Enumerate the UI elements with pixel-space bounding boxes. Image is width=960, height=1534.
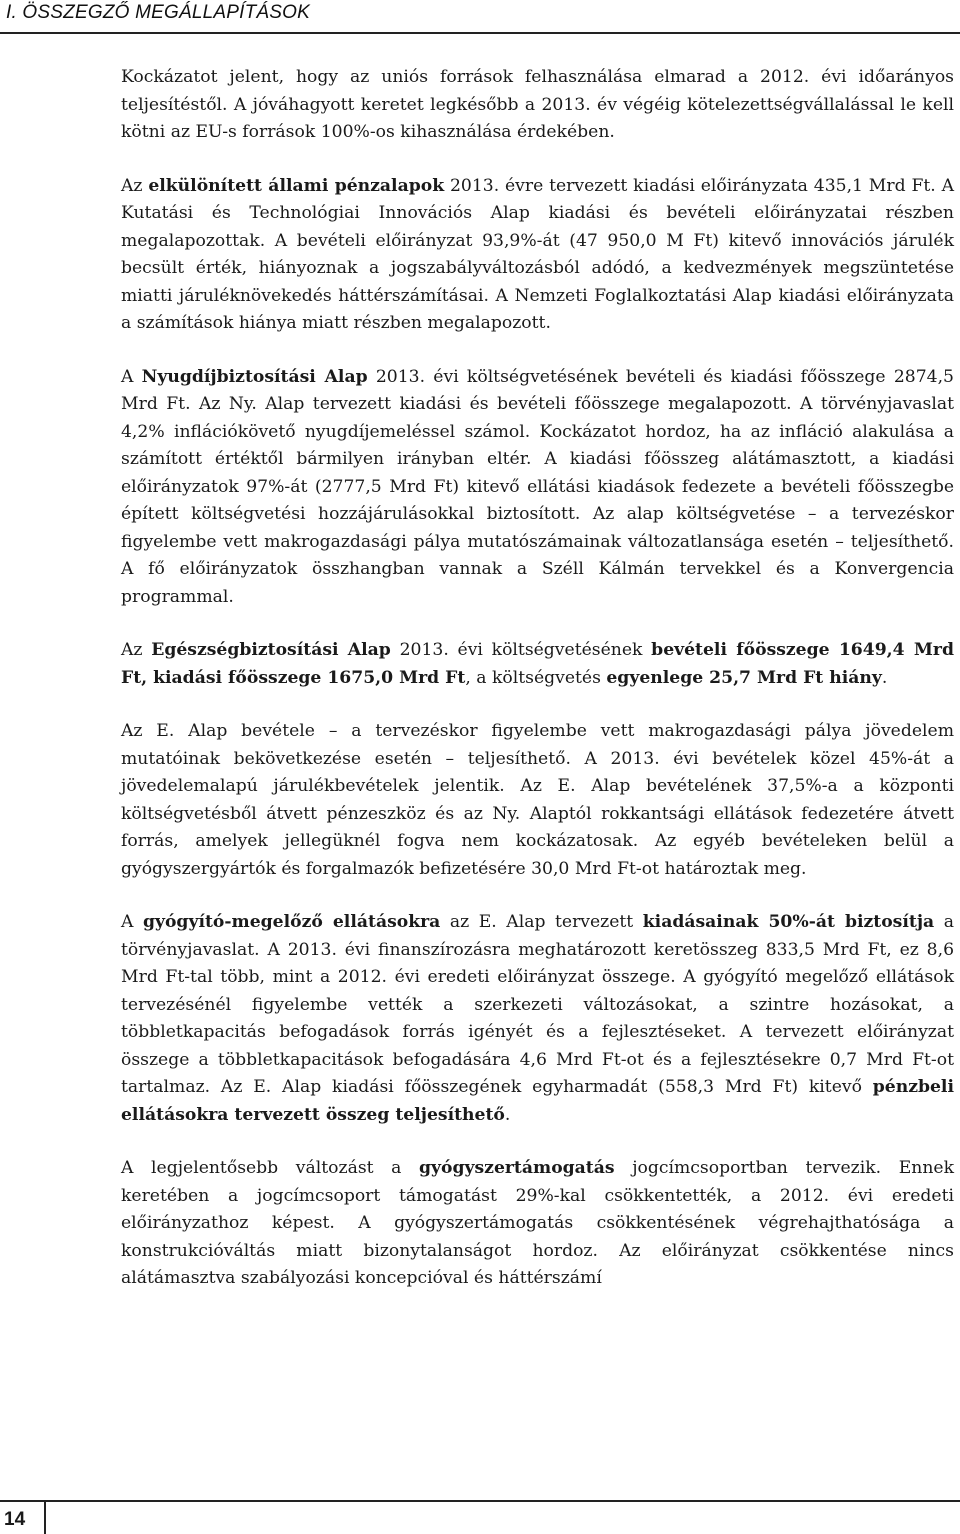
page-number: 14 bbox=[4, 1509, 26, 1530]
emphasis-text: elkülönített állami pénzalapok bbox=[148, 175, 445, 196]
body-text: az E. Alap tervezett bbox=[440, 912, 643, 932]
emphasis-text: bevételi főösszege 1649,4 Mrd Ft, kiadási főösszege 1675,0 Mrd Ft bbox=[121, 640, 954, 688]
body-text: A legjelentősebb változást a bbox=[121, 1158, 420, 1178]
body-text: Az E. Alap bevétele – a tervezéskor figyelembe vett makrogazdasági pálya jövedelem mutatóinak bekövetkezése esetén – teljesíthető. A 2013. évi bevételek közel 45%-át a jövedelemalapú járulékbevételek jelentik. Az E. Alap bevételének 37,5%-a a központi költségvetésből átvett pénzeszköz és az Ny. Alaptól rokkantsági ellátások fedezetére átvett forrás, amelyek jellegüknél fogva nem kockázatosak. Az egyéb bevételeken belül a gyógyszergyártók és forgalmazók befizetésére 30,0 Mrd Ft-ot határoztak meg. bbox=[121, 721, 954, 879]
body-text: Az bbox=[121, 640, 152, 660]
section-title: I. ÖSSZEGZŐ MEGÁLLAPÍTÁSOK bbox=[6, 2, 310, 23]
body-text: a törvényjavaslat. A 2013. évi finanszírozásra meghatározott keretösszeg 833,5 Mrd Ft, ez 8,6 Mrd Ft-tal több, mint a 2012. évi eredeti előirányzat összege. A gyógyító megelőző ellátások tervezésénél figyelembe vették a szerkezeti változásokat, a szintre hozásokat, a többletkapacitás befogadások forrás igényét és a fejlesztéseket. A tervezett előirányzat összege a többletkapacitások befogadására 4,6 Mrd Ft-ot és a fejlesztésekre 0,7 Mrd Ft-ot tartalmaz. Az E. Alap kiadási főösszegének egyharmadát (558,3 Mrd Ft) kitevő bbox=[121, 912, 954, 1097]
body-text: 2013. évi költségvetésének bbox=[390, 640, 652, 660]
body-text: Az bbox=[121, 175, 149, 196]
body-text: 2013. évre tervezett kiadási előirányzata 435,1 Mrd Ft. A Kutatási és Technológiai Innovációs Alap kiadási és bevételi előirányzatai részben megalapozottak. A bevételi előirányzat 93,9%-át (47 950,0 M Ft) kitevő innovációs járulék becsült érték, hiányoznak a jogszabályváltozásból adódó, a kedvezmények megszüntetése miatti járuléknövekedés háttérszámításai. A Nemzeti Foglalkoztatási Alap kiadási előirányzata a számítások hiánya miatt részben megalapozott. bbox=[121, 175, 955, 333]
body-text: A bbox=[121, 912, 143, 932]
body-text: Kockázatot jelent, hogy az uniós források felhasználása elmarad a 2012. évi időarányos teljesítéstől. A jóváhagyott keretet legkésőbb a 2013. év végéig kötelezettségvállalással le kell kötni az EU-s források 100%-os kihasználása érdekében. bbox=[121, 67, 954, 142]
paragraph-p6 bbox=[121, 909, 954, 1129]
footer-rule bbox=[0, 1500, 960, 1502]
body-text: A bbox=[121, 366, 142, 387]
page-footer bbox=[0, 1500, 960, 1534]
paragraph-p7 bbox=[121, 1155, 954, 1293]
paragraph-p2 bbox=[121, 173, 954, 338]
paragraph-p5 bbox=[121, 718, 954, 883]
body-text: . bbox=[881, 667, 888, 688]
page-number-box bbox=[0, 1502, 46, 1534]
emphasis-text: Nyugdíjbiztosítási Alap bbox=[141, 366, 368, 387]
paragraph-p3 bbox=[121, 364, 954, 612]
emphasis-text: kiadásainak 50%-át biztosítja bbox=[642, 912, 935, 932]
emphasis-text: egyenlege 25,7 Mrd Ft hiány bbox=[606, 667, 882, 688]
body-text: . bbox=[504, 1104, 511, 1125]
paragraph-p1 bbox=[121, 64, 954, 147]
emphasis-text: Egészségbiztosítási Alap bbox=[151, 640, 391, 660]
body-text: 2013. évi költségvetésének bevételi és kiadási főösszege 2874,5 Mrd Ft. Az Ny. Alap tervezett kiadási és bevételi főösszege megalapozott. A törvényjavaslat 4,2% inflációkövető nyugdíjemeléssel számol. Kockázatot hordoz, ha az infláció alakulása a számított értéktől bármilyen irányban eltér. A kiadási főösszeg alátámasztott, a kiadási előirányzatok 97%-át (2777,5 Mrd Ft) kitevő ellátási kiadások fedezete a bevételi főösszegbe épített költségvetési hozzájárulásokkal biztosított. Az alap költségvetése – a tervezéskor figyelembe vett makrogazdasági pálya mutatószámainak változatlansága esetén – teljesíthető. A fő előirányzatok összhangban vannak a Széll Kálmán tervekkel és a Konvergencia programmal. bbox=[121, 366, 954, 607]
document-body bbox=[121, 64, 954, 1319]
page-header bbox=[0, 0, 960, 34]
body-text: jogcímcsoportban tervezik. Ennek keretében a jogcímcsoport támogatást 29%-kal csökkentették, a 2012. évi eredeti előirányzathoz képest. A gyógyszertámogatás csökkentésének végrehajthatósága a konstrukcióváltás miatt bizonytalanságot hordoz. Az előirányzat csökkentése nincs alátámasztva szabályozási koncepcióval és háttérszámí bbox=[121, 1158, 954, 1288]
emphasis-text: gyógyító-megelőző ellátásokra bbox=[142, 912, 441, 932]
emphasis-text: gyógyszertámogatás bbox=[419, 1158, 615, 1178]
body-text: , a költségvetés bbox=[465, 667, 607, 688]
paragraph-p4 bbox=[121, 637, 954, 692]
emphasis-text: pénzbeli ellátásokra tervezett összeg teljesíthető bbox=[121, 1077, 954, 1125]
